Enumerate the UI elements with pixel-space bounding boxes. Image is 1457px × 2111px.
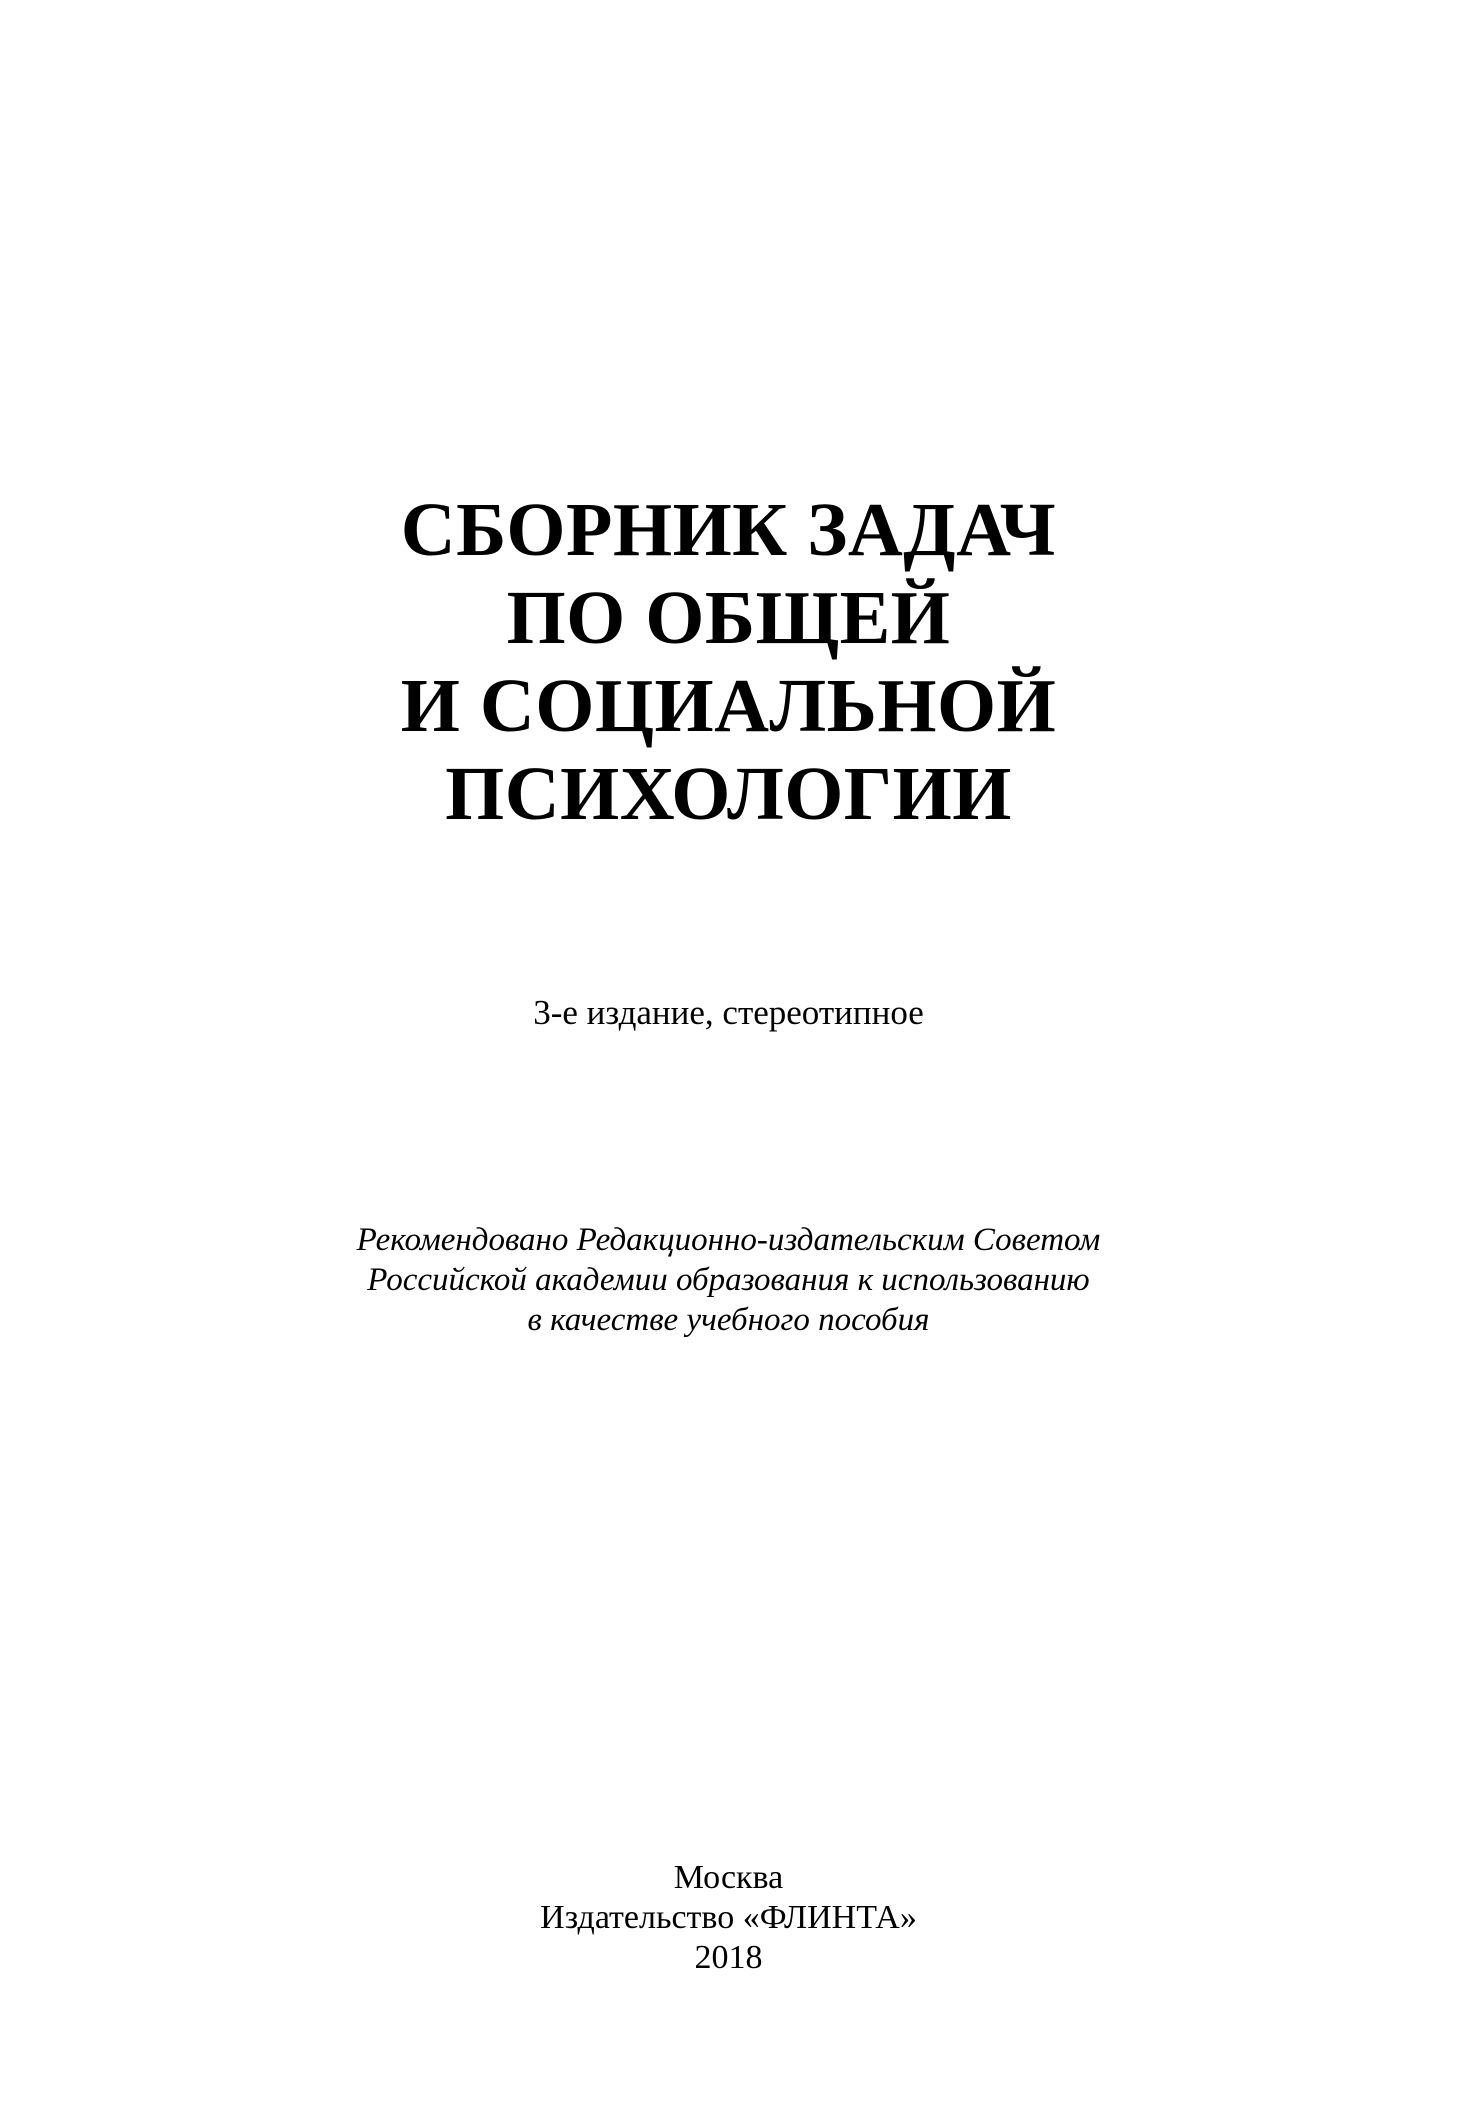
imprint-year: 2018 <box>694 1939 763 1976</box>
recommendation-line: в качестве учебного пособия <box>527 1302 930 1338</box>
recommendation-line: Рекомендовано Редакционно-издательским Советом <box>356 1222 1101 1258</box>
title-line: СБОРНИК ЗАДАЧ <box>400 488 1057 572</box>
book-title <box>0 486 1457 838</box>
title-line: И СОЦИАЛЬНОЙ <box>400 664 1057 748</box>
edition-note: 3-е издание, стереотипное <box>533 993 924 1032</box>
imprint <box>0 1858 1457 1978</box>
imprint-city: Москва <box>673 1859 784 1896</box>
recommendation-note <box>0 1220 1457 1340</box>
title-line: ПСИХОЛОГИИ <box>445 752 1012 836</box>
imprint-publisher: Издательство «ФЛИНТА» <box>540 1899 917 1936</box>
title-line: ПО ОБЩЕЙ <box>506 576 951 660</box>
recommendation-line: Российской академии образования к использованию <box>367 1262 1090 1298</box>
